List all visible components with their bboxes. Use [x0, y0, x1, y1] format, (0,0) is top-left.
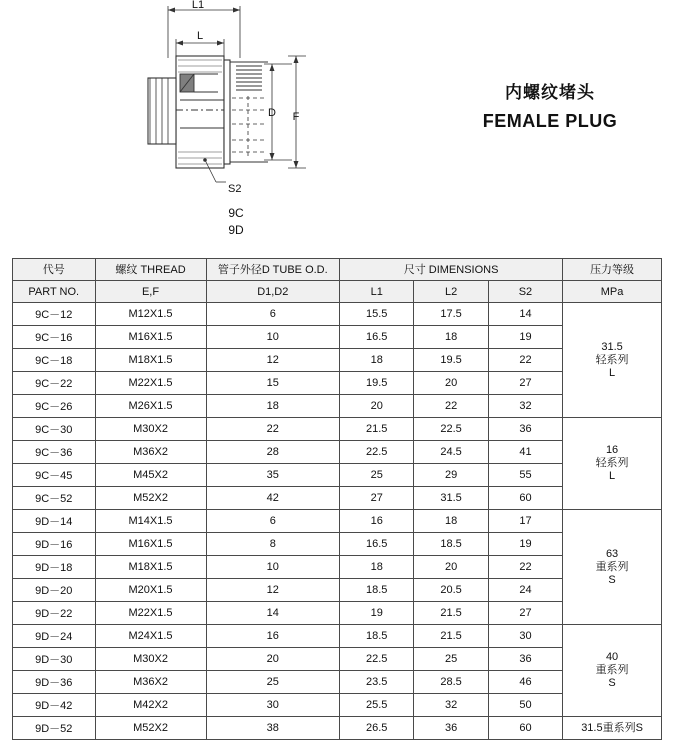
tube-od-cell: 15 [206, 372, 339, 395]
dim-l1-cell: 21.5 [340, 418, 414, 441]
dim-l2-cell: 21.5 [414, 625, 488, 648]
dim-l1-cell: 16 [340, 510, 414, 533]
thread-cell: M36X2 [95, 441, 206, 464]
tube-od-cell: 22 [206, 418, 339, 441]
dim-l1-cell: 18.5 [340, 579, 414, 602]
part-no-cell: 9D－14 [13, 510, 96, 533]
dim-l1-cell: 16.5 [340, 533, 414, 556]
header-tube-od-line1: 管子外径D TUBE O.D. [206, 259, 339, 281]
specification-table [12, 258, 662, 740]
pressure-rating-cell: 16 轻系列 L [563, 418, 662, 510]
dim-l1-cell: 15.5 [340, 303, 414, 326]
header-pressure-line1: 压力等级 [563, 259, 662, 281]
dim-s2-cell: 32 [488, 395, 562, 418]
dim-l2-cell: 17.5 [414, 303, 488, 326]
header-pressure-line2: MPa [563, 281, 662, 303]
header-row-2 [13, 281, 662, 303]
label-f: F [292, 111, 300, 123]
label-s2: S2 [228, 183, 242, 195]
dim-l2-cell: 20 [414, 372, 488, 395]
dim-l2-cell: 28.5 [414, 671, 488, 694]
model-code-9d: 9D [228, 223, 244, 237]
table-row [13, 418, 662, 441]
thread-cell: M22X1.5 [95, 372, 206, 395]
tube-od-cell: 42 [206, 487, 339, 510]
dim-l2-cell: 36 [414, 717, 488, 740]
tube-od-cell: 8 [206, 533, 339, 556]
dim-l2-cell: 21.5 [414, 602, 488, 625]
part-no-cell: 9C－18 [13, 349, 96, 372]
header-dim-l1: L1 [340, 281, 414, 303]
dim-s2-cell: 30 [488, 625, 562, 648]
part-no-cell: 9C－45 [13, 464, 96, 487]
thread-cell: M18X1.5 [95, 349, 206, 372]
dim-l1-cell: 25.5 [340, 694, 414, 717]
tube-od-cell: 6 [206, 303, 339, 326]
label-d: D [268, 107, 276, 119]
tube-od-cell: 18 [206, 395, 339, 418]
model-code-9c: 9C [228, 206, 244, 220]
tube-od-cell: 12 [206, 579, 339, 602]
tube-od-cell: 25 [206, 671, 339, 694]
dim-l1-cell: 18.5 [340, 625, 414, 648]
header-dimensions: 尺寸 DIMENSIONS [340, 259, 563, 281]
title-block [430, 80, 670, 134]
dim-l2-cell: 20 [414, 556, 488, 579]
dim-s2-cell: 22 [488, 556, 562, 579]
dim-l2-cell: 29 [414, 464, 488, 487]
label-l1: L1 [191, 0, 205, 11]
tube-od-cell: 14 [206, 602, 339, 625]
table-body [13, 303, 662, 740]
dim-l2-cell: 18 [414, 510, 488, 533]
tube-od-cell: 6 [206, 510, 339, 533]
header-part-no-line1: 代号 [13, 259, 96, 281]
part-no-cell: 9D－22 [13, 602, 96, 625]
pressure-rating-cell: 63 重系列 S [563, 510, 662, 625]
part-no-cell: 9C－52 [13, 487, 96, 510]
thread-cell: M30X2 [95, 648, 206, 671]
dim-s2-cell: 22 [488, 349, 562, 372]
thread-cell: M30X2 [95, 418, 206, 441]
part-no-cell: 9C－36 [13, 441, 96, 464]
dim-s2-cell: 36 [488, 648, 562, 671]
thread-cell: M52X2 [95, 487, 206, 510]
tube-od-cell: 16 [206, 625, 339, 648]
thread-cell: M26X1.5 [95, 395, 206, 418]
hidden-lines [232, 96, 264, 156]
model-code-list [196, 205, 276, 239]
title-chinese: 内螺纹堵头 [505, 83, 595, 102]
dim-s2-cell: 17 [488, 510, 562, 533]
pressure-rating-cell: 31.5 轻系列 L [563, 303, 662, 418]
dim-l2-cell: 22 [414, 395, 488, 418]
dim-l1-cell: 18 [340, 349, 414, 372]
dim-l1-cell: 26.5 [340, 717, 414, 740]
table-row [13, 625, 662, 648]
part-no-cell: 9D－20 [13, 579, 96, 602]
dim-s2-cell: 27 [488, 602, 562, 625]
dim-s2-cell: 41 [488, 441, 562, 464]
dim-l2-cell: 18.5 [414, 533, 488, 556]
dim-l2-cell: 19.5 [414, 349, 488, 372]
part-no-cell: 9C－12 [13, 303, 96, 326]
dim-l1-cell: 27 [340, 487, 414, 510]
part-no-cell: 9C－22 [13, 372, 96, 395]
thread-cell: M16X1.5 [95, 533, 206, 556]
header-thread-line2: E,F [95, 281, 206, 303]
dim-s2-cell: 50 [488, 694, 562, 717]
dim-l2-cell: 25 [414, 648, 488, 671]
part-no-cell: 9D－16 [13, 533, 96, 556]
table-row [13, 510, 662, 533]
dim-l1-cell: 19 [340, 602, 414, 625]
tube-od-cell: 30 [206, 694, 339, 717]
table-row [13, 303, 662, 326]
dim-l1-cell: 22.5 [340, 648, 414, 671]
thread-cell: M14X1.5 [95, 510, 206, 533]
dim-l1-cell: 22.5 [340, 441, 414, 464]
thread-cell: M45X2 [95, 464, 206, 487]
dim-l1-cell: 25 [340, 464, 414, 487]
part-no-cell: 9D－36 [13, 671, 96, 694]
tube-od-cell: 28 [206, 441, 339, 464]
part-no-cell: 9D－30 [13, 648, 96, 671]
tube-od-cell: 12 [206, 349, 339, 372]
thread-cell: M12X1.5 [95, 303, 206, 326]
tube-od-cell: 10 [206, 326, 339, 349]
table-row [13, 717, 662, 740]
part-no-cell: 9D－18 [13, 556, 96, 579]
header-row-1 [13, 259, 662, 281]
tube-od-cell: 20 [206, 648, 339, 671]
tube-od-cell: 38 [206, 717, 339, 740]
thread-cell: M42X2 [95, 694, 206, 717]
dim-s2-cell: 19 [488, 326, 562, 349]
dim-s2-cell: 60 [488, 717, 562, 740]
dim-l1-cell: 23.5 [340, 671, 414, 694]
dim-l1-cell: 18 [340, 556, 414, 579]
title-english: FEMALE PLUG [482, 111, 618, 131]
part-no-cell: 9C－26 [13, 395, 96, 418]
dim-s2-cell: 60 [488, 487, 562, 510]
thread-cell: M20X1.5 [95, 579, 206, 602]
pressure-rating-cell: 40 重系列 S [563, 625, 662, 717]
thread-cell: M52X2 [95, 717, 206, 740]
dim-l2-cell: 18 [414, 326, 488, 349]
dim-l2-cell: 32 [414, 694, 488, 717]
dim-s2-cell: 14 [488, 303, 562, 326]
header-thread-line1: 螺纹 THREAD [95, 259, 206, 281]
dim-l2-cell: 22.5 [414, 418, 488, 441]
part-no-cell: 9D－42 [13, 694, 96, 717]
header-part-no-line2: PART NO. [13, 281, 96, 303]
tube-od-cell: 10 [206, 556, 339, 579]
dim-s2-cell: 24 [488, 579, 562, 602]
part-no-cell: 9D－52 [13, 717, 96, 740]
product-drawing [0, 0, 674, 252]
part-no-cell: 9C－16 [13, 326, 96, 349]
thread-cell: M36X2 [95, 671, 206, 694]
dim-s2-cell: 46 [488, 671, 562, 694]
dim-l2-cell: 20.5 [414, 579, 488, 602]
plug-body-outline [148, 56, 230, 168]
dim-l1-cell: 20 [340, 395, 414, 418]
header-dim-l2: L2 [414, 281, 488, 303]
dim-s2-cell: 55 [488, 464, 562, 487]
dim-l2-cell: 31.5 [414, 487, 488, 510]
thread-cell: M22X1.5 [95, 602, 206, 625]
dim-l1-cell: 19.5 [340, 372, 414, 395]
dimension-l1 [168, 6, 240, 58]
dim-s2-cell: 36 [488, 418, 562, 441]
dim-s2-cell: 19 [488, 533, 562, 556]
thread-cell: M18X1.5 [95, 556, 206, 579]
header-tube-od-line2: D1,D2 [206, 281, 339, 303]
dim-s2-cell: 27 [488, 372, 562, 395]
header-dim-s2: S2 [488, 281, 562, 303]
label-l: L [196, 30, 204, 42]
tube-od-cell: 35 [206, 464, 339, 487]
mating-thread [230, 62, 268, 162]
dim-l2-cell: 24.5 [414, 441, 488, 464]
pressure-rating-cell: 31.5重系列S [563, 717, 662, 740]
thread-cell: M24X1.5 [95, 625, 206, 648]
part-no-cell: 9D－24 [13, 625, 96, 648]
part-no-cell: 9C－30 [13, 418, 96, 441]
table-header [13, 259, 662, 303]
dim-l1-cell: 16.5 [340, 326, 414, 349]
thread-cell: M16X1.5 [95, 326, 206, 349]
